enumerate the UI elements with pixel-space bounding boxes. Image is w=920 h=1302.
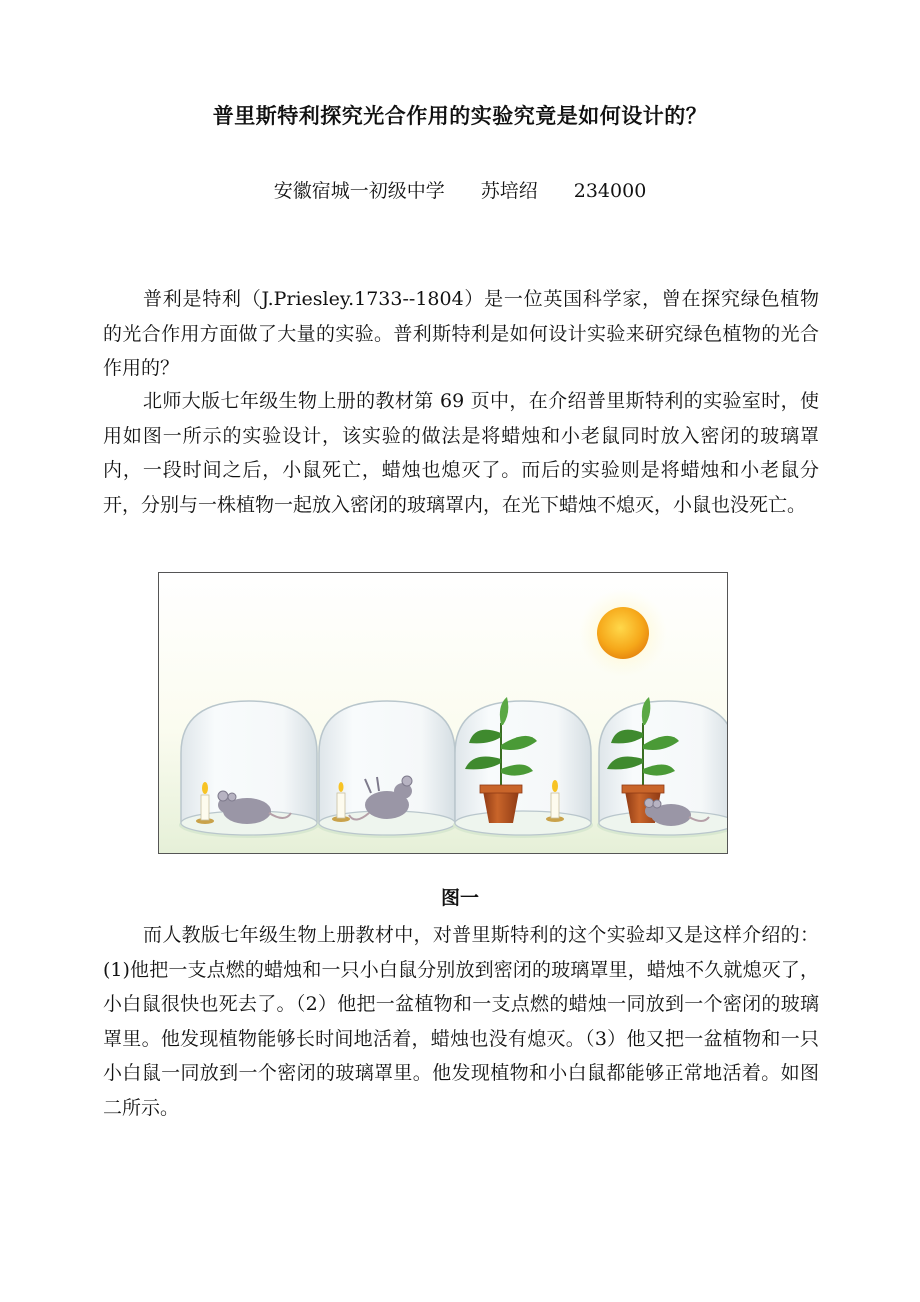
paragraph-textbook-bnu: 北师大版七年级生物上册的教材第 69 页中，在介绍普里斯特利的实验室时，使用如图一所示的实验设计，该实验的做法是将蜡烛和小老鼠同时放入密闭的玻璃罩内，一段时间之后，小鼠死亡，蜡烛也熄灭了。而后的实验则是将蜡烛和小老鼠分开，分别与一株植物一起放入密闭的玻璃罩内，在光下蜡烛不熄灭，小鼠也没死亡。 <box>103 390 819 516</box>
paragraph-intro: 普利是特利（J.Priesley.1733--1804）是一位英国科学家，曾在探究绿色植物的光合作用方面做了大量的实验。普利斯特利是如何设计实验来研究绿色植物的光合作用的？ <box>103 288 819 379</box>
bell-jar-experiment-illustration <box>159 573 727 853</box>
bell-jar-2-candle-mouse-icon <box>317 701 457 838</box>
sun-icon <box>579 589 667 677</box>
author-name: 苏培绍 <box>480 180 538 202</box>
bell-jar-3-plant-candle-icon <box>453 697 593 838</box>
bell-jar-1-candle-mouse-icon <box>179 701 319 838</box>
author-school: 安徽宿城一初级中学 <box>273 180 445 202</box>
figure-bell-jar-illustration <box>158 572 728 854</box>
author-postcode: 234000 <box>573 180 647 202</box>
figure-caption: 图一 <box>440 887 479 909</box>
bell-jar-4-plant-mouse-icon <box>597 697 727 838</box>
paragraph-textbook-pep: 而人教版七年级生物上册教材中，对普里斯特利的这个实验却又是这样介绍的：(1)他把一支点燃的蜡烛和一只小白鼠分别放到密闭的玻璃罩里，蜡烛不久就熄灭了，小白鼠很快也死去了。（2）他把一盆植物和一支点燃的蜡烛一同放到一个密闭的玻璃罩里。他发现植物能够长时间地活着，蜡烛也没有熄灭。（3）他又把一盆植物和一只小白鼠一同放到一个密闭的玻璃罩里。他发现植物和小白鼠都能够正常地活着。如图二所示。 <box>103 924 819 1119</box>
author-line <box>0 176 920 203</box>
document-title: 普里斯特利探究光合作用的实验究竟是如何设计的？ <box>212 104 708 128</box>
